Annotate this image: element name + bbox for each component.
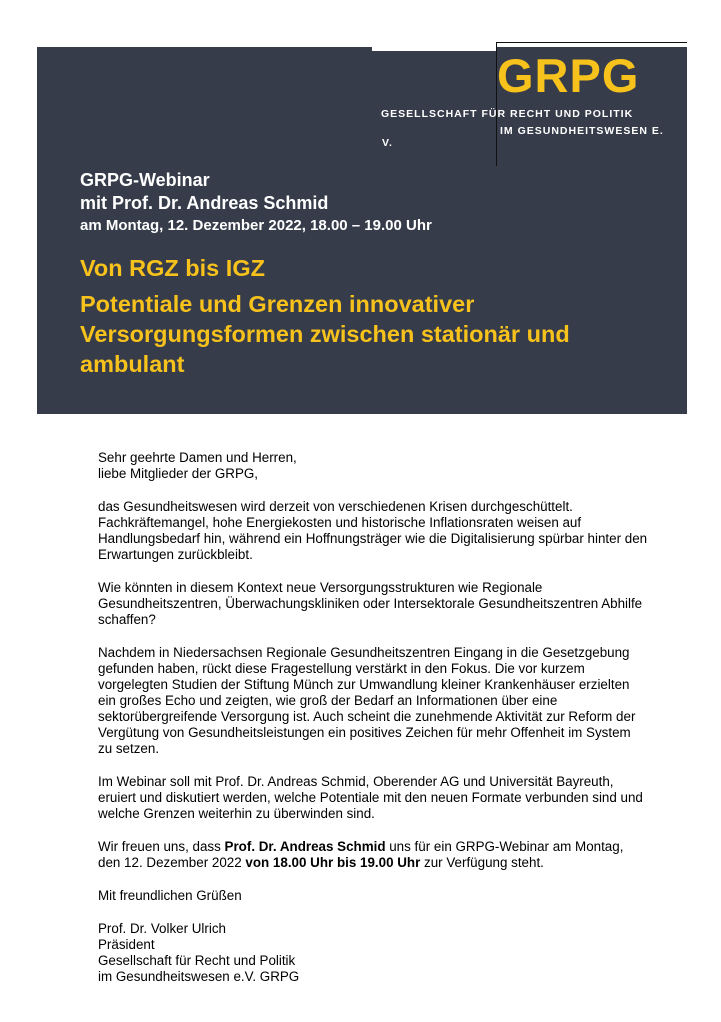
- text-line: Im Webinar soll mit Prof. Dr. Andreas Schmid, Oberender AG und Universität Bayreuth,: [98, 774, 614, 789]
- signature-block: [98, 921, 698, 985]
- text-line: Gesundheitszentren, Überwachungskliniken oder Intersektorale Gesundheitszentren Abhilfe: [98, 596, 643, 611]
- time-bold: von 18.00 Uhr bis 19.00 Uhr: [245, 855, 421, 870]
- text-line: Fachkräftemangel, hohe Energiekosten und historische Inflationsraten weisen auf: [98, 515, 582, 530]
- title-line-4: ambulant: [80, 351, 185, 377]
- text-line: vorgelegten Studien der Stiftung Münch zur Umwandlung kleiner Krankenhäuser erzielten: [98, 677, 630, 692]
- greeting: [98, 450, 698, 482]
- title-line-1: Von RGZ bis IGZ: [80, 255, 265, 281]
- text-run: den 12. Dezember 2022: [98, 855, 246, 870]
- text-line: [98, 855, 698, 871]
- grpg-logo: GRPG: [497, 49, 640, 102]
- text-line: das Gesundheitswesen wird derzeit von verschiedenen Krisen durchgeschüttelt.: [98, 499, 573, 514]
- text-run: uns für ein GRPG-Webinar am Montag,: [385, 839, 624, 854]
- paragraph-3: [98, 645, 698, 757]
- paragraph-4: [98, 774, 698, 822]
- text-line: gefunden haben, rückt diese Fragestellung verstärkt in den Fokus. Die vor kurzem: [98, 661, 585, 676]
- text-line: Vergütung von Gesundheitsleistungen ein positives Zeichen für mehr Offenheit im System: [98, 725, 631, 740]
- text-line: zu setzen.: [98, 741, 160, 756]
- text-line: [98, 839, 698, 855]
- text-line: Erwartungen zurückbleibt.: [98, 547, 253, 562]
- closing: [98, 888, 698, 904]
- closing-line: Mit freundlichen Grüßen: [98, 888, 242, 903]
- org-name-line2: IM GESUNDHEITSWESEN E.: [500, 125, 664, 137]
- text-line: schaffen?: [98, 612, 156, 627]
- paragraph-1: [98, 499, 698, 563]
- greeting-line: liebe Mitglieder der GRPG,: [98, 466, 259, 481]
- letter-body: [98, 450, 698, 1002]
- org-name-line1: GESELLSCHAFT FÜR RECHT UND POLITIK: [381, 108, 634, 120]
- text-line: Nachdem in Niedersachsen Regionale Gesundheitszentren Eingang in die Gesetzgebung: [98, 645, 630, 660]
- text-line: Wie könnten in diesem Kontext neue Versorgungsstrukturen wie Regionale: [98, 580, 543, 595]
- webinar-date: am Montag, 12. Dezember 2022, 18.00 – 19.00 Uhr: [80, 217, 432, 234]
- org-name-line3: V.: [382, 137, 393, 149]
- text-line: Handlungsbedarf hin, während ein Hoffnungsträger wie die Digitalisierung spürbar hinter den: [98, 531, 648, 546]
- webinar-speaker: mit Prof. Dr. Andreas Schmid: [80, 193, 329, 213]
- banner-notch: [372, 47, 497, 51]
- text-run: zur Verfügung steht.: [420, 855, 544, 870]
- title-line-2: Potentiale und Grenzen innovativer: [80, 291, 475, 317]
- signature-line: im Gesundheitswesen e.V. GRPG: [98, 969, 300, 984]
- text-run: Wir freuen uns, dass: [98, 839, 225, 854]
- speaker-name-bold: Prof. Dr. Andreas Schmid: [224, 839, 386, 854]
- text-line: eruiert und diskutiert werden, welche Potentiale mit den neuen Formate verbunden sind und: [98, 790, 643, 805]
- text-line: ein großes Echo und zeigten, wie groß der Bedarf an Informationen über eine: [98, 693, 558, 708]
- text-line: sektorübergreifende Versorgung ist. Auch scheint die zunehmende Aktivität zur Reform der: [98, 709, 636, 724]
- signature-line: Prof. Dr. Volker Ulrich: [98, 921, 226, 936]
- title-line-3: Versorgungsformen zwischen stationär und: [80, 321, 570, 347]
- text-line: welche Grenzen weiterhin zu überwinden sind.: [98, 806, 375, 821]
- signature-line: Gesellschaft für Recht und Politik: [98, 953, 296, 968]
- signature-line: Präsident: [98, 937, 155, 952]
- paragraph-2: [98, 580, 698, 628]
- webinar-label: GRPG-Webinar: [80, 170, 210, 190]
- paragraph-5: [98, 839, 698, 871]
- greeting-line: Sehr geehrte Damen und Herren,: [98, 450, 297, 465]
